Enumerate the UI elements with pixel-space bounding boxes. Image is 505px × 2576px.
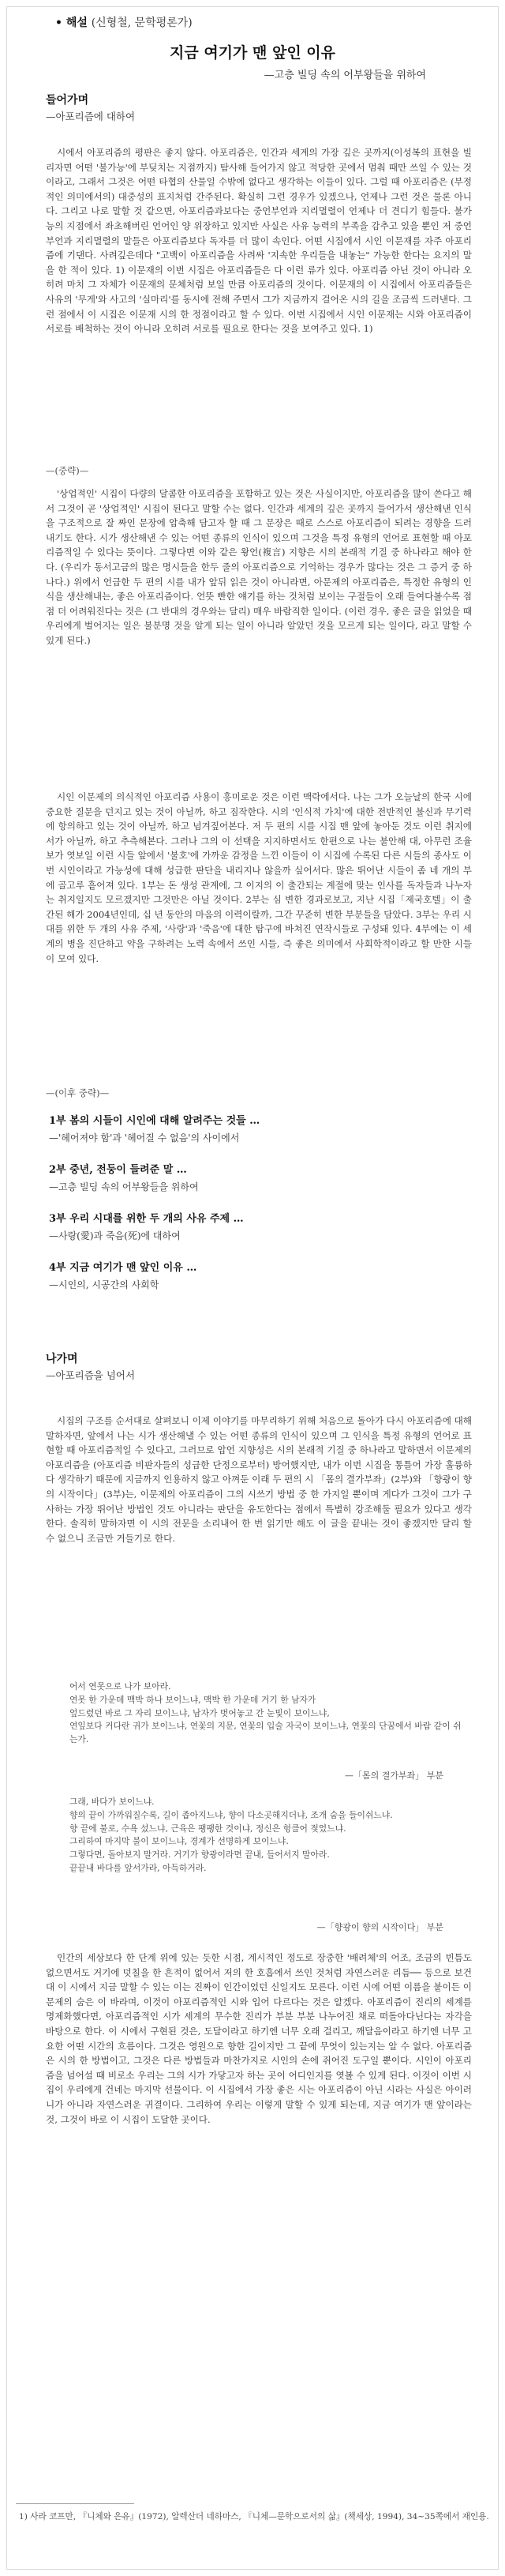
outro-paragraph-2: 인간의 세상보다 한 단계 위에 있는 듯한 시점, 계시적인 정도로 장중한 '배려체'의 어조, 조금의 빈틈도 없으면서도 거기에 덧칠을 한 흔적이 없어서 저의 한 호흡에서 쓰인 것처럼 자연스러운 리듬── 등으로 보건대 이 시에서 지금 말할 수 있는 이는 진짜이 인간이었던 신일지도 모른다. 이런 시에 어떤 이름을 붙이든 이문제의 숨은 이 바라며, 이것이 아포리즘적인 시와 입어 다르다는 것은 알겠다. 아포리즘이 진리의 세계를 명제화했다면, 아포리즘적인 시가 세계의 무수한 진리가 부분 부분 나누어진 채로 떠돌아다닌다는 자각을 바탕으로 한다. 이 시에서 구현된 것은, 도달이라고 하기엔 너무 오래 걸리고, 깨달음이라고 하기엔 너무 고요한 어떤 시간의 흐름이다. 그것은 영원으로 향한 길이지만 그 끝에 무엇이 있는지는 알 수 없다. 아포리즘은 시의 한 방법이고, 그것은 다른 방법들과 마찬가지로 시인의 손에 쥐어진 도구일 뿐이다. 시인이 아포리즘을 넘어설 때 비로소 우리는 그의 시가 가닿고자 하는 곳이 어디인지를 엿볼 수 있게 된다. 이것이 이번 시집이 우리에게 건네는 마지막 선물이다. 이 시집에서 가장 좋은 시는 아포리즘이 아닌 시라는 사실은 아이러니가 아니라 자연스러운 귀결이다. 그리하여 우리는 이렇게 말할 수 있게 되는데, 지금 여기가 맨 앞이라는 것, 그것이 바로 이 시집이 도달한 곳이다. [46,1952,472,2125]
intro-subheading: —아포리즘에 대하여 [46,111,136,122]
section-header [55,14,193,30]
body-paragraph-2: 시인 이문제의 의식적인 아포리즘 사용이 흥미로운 것은 이런 맥락에서다. 나는 그가 오늘날의 한국 시에 중요한 질문을 던지고 있는 것이 아닐까, 하고 짐작한다. 시의 '인식적 가치'에 대한 전반적인 불신과 무기력에 항의하고 있는 것이 아닐까, 하고 넘겨짚어본다. 저 두 편의 시를 시집 맨 앞에 놓아둔 것도 이런 취지에서가 아닐까, 하고 추측해본다. 그러나 그의 이 선택을 지지하면서도 한편으로 나는 불안해 대, 아무런 조율보가 엿보일 이런 시들 앞에서 '불호'에 가까운 감정을 느낀 이들이 이 시집에 수록된 다른 시들의 종사도 이번 시인이라고 가능성에 대해 성급한 판단을 내리지나 않을까 싶어서다. 많은 뛰어난 시들이 좀 네 개의 부에 골고루 흩어져 있다. 1부는 돈 생성 관계에, 그 이지의 이 출간되는 계절에 맞는 인사를 독자들과 나누자는 취지일지도 모르겠지만 그것만은 아닐 것이다. 2부는 심 변한 경과로보고, 지난 시집「제국호텔」이 출간된 해가 2004년인데, 십 년 동안의 마음의 이력이랄까, 그간 꾸준히 변한 부분들을 담았다. 3부는 우리 시대를 위한 두 개의 사유 주제, '사랑'과 '죽음'에 대한 탐구에 바쳐진 연작시들로 구성돼 있다. 4부에는 이 세계의 병을 진단하고 약을 구하려는 노력 속에서 쓰인 시들, 즉 좋은 의미에서 사회학적이라고 할 만한 시들이 모여 있다. [46,791,473,964]
poem-line: 끝끝내 바다를 앞서가라, 아득하거라. [69,1862,207,1873]
intro-paragraph: 시에서 아포리즘의 평판은 좋지 않다. 아포리즘은, 인간과 세계의 가장 깊은 곳까지(이성복의 표현을 빌리자면 어떤 '불가능'에 부딪치는 지점까지) 탐사해 들어가지 않고 적당한 곳에서 멈춰 때만 쓰일 수 있는 것이라고, 그래서 그것은 어떤 타협의 산물일 수밖에 없다고 생각하는 이들이 있다. 그럴 때 아포리즘은 (부정적인 의미에서의) 대중성의 표지처럼 간주된다. 확실히 그런 경우가 있겠으나, 언제나 그런 것은 물론 아니다. 그리고 나로 말할 것 같으면, 아포리즘과보다는 중언부언과 지리멸렬이 언제나 더 견디기 힘들다. 불가능의 지점에서 좌초해버린 언어인 양 위장하고 있지만 사실은 사유 능력의 부족을 감추고 있을 뿐인 저 중언부언과 지리멸렬의 말들은 아포리즘보다 독자를 더 많이 속인다. 어떤 시집에서 시인 이문재를 자주 아포리즘에 기댄다. 사려깊은데다 "고백이 아포리즘을 사려싸 '지속한 우리들을 내놓는" 가능한 한다는 요지의 말을 한 적이 있다. 1) 이문재의 이번 시집은 아포리즘들은 다 이런 류가 있다. 아포리즘 아닌 것이 아니라 오히려 마치 그 자체가 이문재의 문체처럼 보일 만큼 아포리즘의 것이다. 이문재의 이 시집에서 아포리즘들은 사유의 '무게'와 사고의 '실마리'를 동시에 전해 주면서 그가 지금까지 걸어온 시의 길을 조금씩 드러낸다. 그런 점에서 이 시집은 이문재 시의 한 정점이라고 할 수 있다. 이번 시집에서 시인 이문재는 시와 아포리즘이 서로를 배척하는 것이 아니라 오히려 서로를 필요로 한다는 것을 보여주고 있다. 1) [46,147,472,335]
footnote: 1) 사라 코프만, 『니체와 은유』(1972), 알렉산더 네하마스, 『니체—문학으로서의 삶』(책세상, 1994), 34~35쪽에서 재인용. [19,2512,489,2522]
body-paragraph-1: '상업적인' 시집이 다량의 달콤한 아포리즘을 포함하고 있는 것은 사실이지만, 아포리즘을 많이 쓴다고 해서 그것이 곧 '상업적인' 시집이 된다고 말할 수는 없다. 인간과 세계의 깊은 곳까지 들어가서 생산해낸 인식을 구조적으로 잘 짜인 문장에 압축해 담고자 할 때 그 문장은 때로 스스로 아포리즘이 되려는 경향을 드러내기도 한다. 시가 생산해낸 수 있는 어떤 종류의 인식이 있으며 그것을 특정 유형의 언어로 표현할 때 아포리즘적일 수 있다는 뜻이다. 그렇다면 이와 같은 왕언(複言) 지향은 시의 본래적 기질 중 하나라고 해야 한다. (우리가 동서고금의 많은 명시들을 한두 줄의 아포리즘으로 기억하는 경우가 많다는 것은 그 증거 중 하나다.) 위에서 언급한 두 편의 시를 내가 앞뒤 읽은 것이 아니라면, 아문제의 아포리즘은, 특정한 유형의 인식을 생산해내는, 좋은 아포리즘이다. 언뜻 빤한 얘기를 하는 것처럼 보이는 구절들이 오래 들여다볼수록 점점 더 어려워진다는 것은 (그 반대의 경우와는 달리) 매우 바람직한 일이다. (이런 경우, 좋은 글을 읽었을 때 우리에게 벌어지는 일은 불분명 것을 알게 되는 일이 아니라 알았던 것을 모르게 되는 일이다, 라고 말할 수 있게 된다.) [46,488,472,646]
header-label: • 해설 [55,17,88,29]
intro-heading: 들어가며 [46,94,89,107]
article-title: 지금 여기가 맨 앞인 이유 [170,44,335,62]
poem-line: 그리하여 마지막 불이 보이느냐, 경계가 선명하게 보이느냐. [69,1836,289,1847]
poem-line: 그래, 바다가 보이느냐. [69,1797,155,1807]
poem-line: 연잎보다 커다란 귀가 보이느냐, 연꽃의 지문, 연꽃의 입술 자국이 보이느냐, 연꽃의 단꿈에서 바람 같이 쉬는가. [69,1721,462,1745]
poem-line: 향의 끝이 가까워질수록, 길이 좁아지느냐, 향이 다소곳해지더냐, 조개 숨을 들이쉬느냐. [69,1809,393,1820]
toc-item-2-sub: —고층 빌딩 속의 어부왕들을 위하여 [49,1181,199,1192]
poem-line: 엎드렸던 바로 그 자리 보이느냐, 남자가 벗어놓고 간 눈빛이 보이느냐, [69,1707,330,1718]
poem-line: 향 끝에 불로, 수욕 섰느냐, 근육은 팽팽한 것이냐, 정신은 헝클어 젖었느냐. [69,1823,346,1834]
poem-line: 연못 한 가운데 맥박 하나 보이느냐, 맥박 한 가운데 거기 한 남자가 [69,1694,316,1705]
toc-item-1-sub: —'헤어져야 함'과 '헤어질 수 없음'의 사이에서 [49,1132,240,1143]
toc-item-4-title: 4부 지금 여기가 맨 앞인 이유 … [49,1262,197,1274]
poem-source-2: —「향광이 향의 시작이다」 부분 [316,1922,443,1932]
article-subtitle: —고층 빌딩 속의 어부왕들을 위하여 [264,69,426,81]
ellipsis-marker-2: —(이후 중략)— [46,1087,110,1098]
toc-item-3-sub: —사랑(愛)과 죽음(死)에 대하여 [49,1230,181,1241]
header-byline: (신형철, 문학평론가) [91,17,193,29]
toc-item-1-title: 1부 봄의 시들이 시인에 대해 알려주는 것들 … [49,1115,260,1127]
poem-quote-2 [69,1796,464,1876]
footnote-rule [16,2503,134,2504]
poem-line: 그렇다면, 돌아보지 말거라. 거기가 향광이라면 끝내, 들어서지 말아라. [69,1849,330,1861]
poem-quote-1 [69,1680,464,1747]
toc-item-2-title: 2부 중년, 전둥이 들려준 말 … [49,1164,187,1176]
toc-item-4-sub: —시인의, 시공간의 사회학 [49,1279,159,1290]
outro-paragraph-1: 시집의 구조를 순서대로 살펴보니 이제 이야기를 마무리하기 위해 처음으로 돌아가 다시 아포리즘에 대해 말하자면, 앞에서 나는 시가 생산해낼 수 있는 어떤 종류의 인식이 있으며 그 인식을 특정 유형의 언어로 표현할 때 아포리즘적일 수 있다고, 그러므로 압언 지향성은 시의 본래적 기질 중 하나라고 말하면서 이문제의 아포리즘을 (아포리즘 비판자들의 성급한 단정으로부터) 방어했지만, 내가 이번 시집을 통틀어 가장 훌륭하다 생각하기 때문에 지금까지 인용하지 않고 아껴둔 이래 두 편의 시 「몸의 결가부좌」(2부)와 「향광이 향의 시작이다」(3부)는, 이문제의 아포리즘이 그의 시쓰기 방법 중 한 가지일 뿐이며 게다가 그것이 그가 구사하는 가장 뛰어난 방법인 것도 아니라는 판단을 유도한다는 점에서 특별히 강조해둘 필요가 있다고 생각한다. 솔직히 말하자면 이 시의 전문을 소리내어 한 번 읽기만 해도 이 글을 끝내는 것이 좋겠지만 달리 할 수 없으니 조금만 거들기로 한다. [46,1415,472,1544]
toc-item-3-title: 3부 우리 시대를 위한 두 개의 사유 주제 … [49,1213,244,1225]
outro-subheading: —아포리즘을 넘어서 [46,1369,136,1381]
outro-heading: 나가며 [46,1353,78,1365]
poem-line: 어서 연못으로 나가 보아라. [69,1681,171,1692]
ellipsis-marker: —(중략)— [46,465,89,476]
poem-source-1: —「몸의 결가부좌」 부분 [344,1771,443,1781]
